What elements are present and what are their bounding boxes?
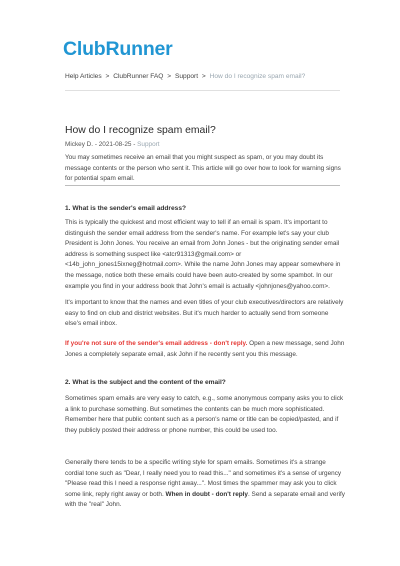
section-2-paragraph-1: Sometimes spam emails are very easy to catch, e.g., some anonymous company asks you to click a link to purchase something. But sometimes the contents can be much more sophisticated. Remember here that public content such as a person's name or title can be copied/pasted, and if they publicly posted their address or phone number, this could be used too.	[65, 395, 344, 434]
warning-text: If you're not sure of the sender's email address - don't reply.	[65, 340, 248, 347]
breadcrumb-clubrunner-faq[interactable]: ClubRunner FAQ	[113, 73, 164, 80]
breadcrumb	[65, 73, 305, 80]
paragraph-text: Generally there tends to be a specific writing style for spam emails. Sometimes it's a strange cordial tone such as "Dear, I really need you to read this..." and sometimes it's a sense of urgency "Please read this I need a response right away...". Most times the spammer may ask you to click some link, reply right away or both.	[65, 459, 342, 498]
paragraph-text: Open a new message, send John Jones a completely separate email, ask John if he recently sent you this message.	[65, 340, 345, 358]
section-1-heading: 1. What is the sender's email address?	[65, 205, 187, 212]
header-divider	[65, 90, 340, 91]
intro-paragraph: You may sometimes receive an email that you might suspect as spam, or you may doubt its message contents or the person who sent it. This article will go over how to look for warning signs for potential spam email.	[65, 154, 341, 183]
meta-separator: -	[93, 141, 99, 148]
section-2-paragraph-2	[65, 458, 345, 511]
section-divider	[65, 185, 340, 186]
section-1-paragraph-1: This is typically the quickest and most efficient way to tell if an email is spam. It's important to distinguish the sender email address from the sender's name. For example let's say your club President is John Jones. You receive an email from John Jones - but the originating sender email address is something suspect like <atcr91313@gmail.com> or <14b_john_jones15ixneg@hotmail.com>. While the name John Jones may appear somewhere in the message, notice both these emails could have been auto-created by some spambot. In our example you find in your address book that John's email is actually <johnjones@yahoo.com>.	[65, 219, 341, 290]
page-title: How do I recognize spam email?	[65, 125, 216, 136]
breadcrumb-separator: >	[201, 73, 206, 80]
meta-separator: -	[131, 141, 138, 148]
category-link[interactable]: Support	[137, 141, 160, 148]
article-meta	[65, 141, 160, 148]
section-1-paragraph-2: It's important to know that the names and even titles of your club executives/directors are relatively easy to find on club and district websites. But it's much harder to actually send from someone else's email inbox.	[65, 299, 344, 328]
article-date: 2021-08-25	[98, 141, 132, 148]
breadcrumb-separator: >	[167, 73, 172, 80]
section-2-heading: 2. What is the subject and the content of the email?	[65, 379, 226, 386]
breadcrumb-current: How do I recognize spam email?	[209, 73, 306, 80]
author-name: Mickey D.	[65, 141, 94, 148]
paragraph-text: . Send a separate email and verify with the "real" John.	[65, 490, 345, 509]
bold-advice: When in doubt - don't reply	[165, 490, 248, 498]
section-1-paragraph-3	[65, 339, 345, 360]
breadcrumb-support[interactable]: Support	[174, 73, 199, 80]
breadcrumb-help-articles[interactable]: Help Articles	[65, 73, 102, 80]
clubrunner-logo[interactable]: ClubRunner	[63, 38, 173, 60]
breadcrumb-separator: >	[105, 73, 110, 80]
